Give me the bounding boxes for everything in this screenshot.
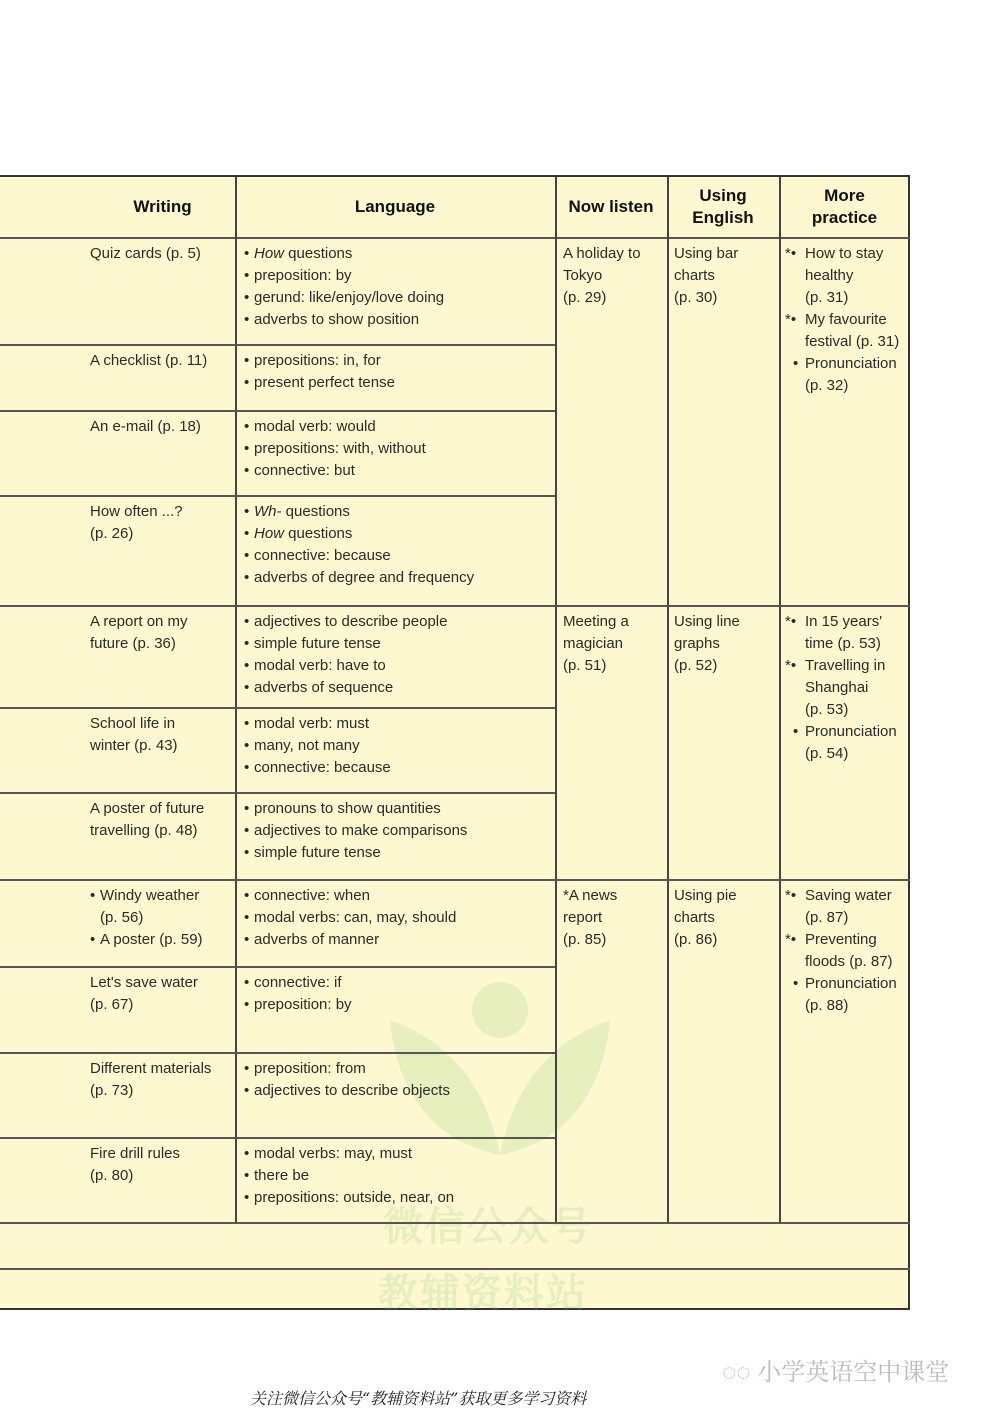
language-item-text: simple future tense — [254, 844, 381, 861]
more-practice-item — [779, 309, 910, 353]
language-item — [244, 735, 549, 757]
using-english-cell: Using line graphs (p. 52) — [674, 613, 740, 674]
more-practice-text: Saving water (p. 87) — [805, 887, 892, 926]
language-item — [244, 633, 549, 655]
language-item — [244, 501, 549, 523]
language-item-text: adjectives to describe people — [254, 613, 448, 630]
language-item — [244, 1080, 549, 1102]
row-divider — [0, 1052, 555, 1054]
row-divider — [0, 495, 555, 497]
now-listen-cell: *A news report (p. 85) — [563, 887, 618, 948]
language-item-text: connective: when — [254, 887, 370, 904]
writing-cell: A checklist (p. 11) — [90, 352, 208, 369]
language-item-text: adverbs of sequence — [254, 679, 394, 696]
bullet-icon: • — [793, 975, 799, 992]
bullet-icon: • — [793, 355, 799, 372]
language-item-text: connective: because — [254, 547, 391, 564]
language-item — [244, 1165, 549, 1187]
language-item — [244, 567, 549, 589]
writing-item: • Windy weather (p. 56) — [90, 885, 230, 929]
bullet-icon: *• — [785, 613, 797, 630]
language-item-text: prepositions: outside, near, on — [254, 1189, 455, 1206]
more-practice-text: Preventing floods (p. 87) — [805, 931, 893, 970]
language-item — [244, 309, 549, 331]
language-item-text: gerund: like/enjoy/love doing — [254, 289, 445, 306]
writing-cell: How often ...? (p. 26) — [90, 503, 183, 542]
now-listen-cell: Meeting a magician (p. 51) — [563, 613, 629, 674]
language-item — [244, 798, 549, 820]
language-item — [244, 929, 549, 951]
more-practice-cell — [779, 611, 910, 765]
language-item-text: adverbs of degree and frequency — [254, 569, 475, 586]
language-item — [244, 1187, 549, 1209]
language-item-text: present perfect tense — [254, 374, 395, 391]
language-item — [244, 287, 549, 309]
language-item-text: modal verb: must — [254, 715, 370, 732]
language-item — [244, 372, 549, 394]
more-practice-text: Pronunciation (p. 32) — [805, 355, 897, 394]
more-practice-text: Travelling in Shanghai (p. 53) — [805, 657, 886, 718]
syllabus-table — [0, 175, 910, 1310]
column-divider — [667, 177, 669, 1222]
language-item — [244, 611, 549, 633]
language-item-text: questions — [284, 525, 353, 542]
header-using-english: Using English — [692, 186, 754, 227]
wechat-icon: ◌◌ — [722, 1359, 758, 1386]
language-item — [244, 972, 549, 994]
language-item-text: questions — [284, 245, 353, 262]
language-cell — [244, 885, 549, 951]
more-practice-item — [779, 611, 910, 655]
language-item-text: connective: because — [254, 759, 391, 776]
row-divider — [0, 237, 910, 239]
writing-cell: A poster of future travelling (p. 48) — [90, 800, 205, 839]
language-item — [244, 265, 549, 287]
more-practice-text: In 15 years' time (p. 53) — [805, 613, 883, 652]
writing-cell: Different materials (p. 73) — [90, 1060, 212, 1099]
language-item-text: adverbs of manner — [254, 931, 380, 948]
language-item-emphasis: How — [254, 245, 285, 262]
header-now-listen: Now listen — [568, 197, 654, 216]
brand-text: 小学英语空中课堂 — [757, 1359, 950, 1386]
language-item-text: preposition: by — [254, 996, 352, 1013]
row-divider — [0, 879, 910, 881]
language-item — [244, 677, 549, 699]
using-english-cell: Using pie charts (p. 86) — [674, 887, 737, 948]
language-item — [244, 438, 549, 460]
language-item — [244, 545, 549, 567]
more-practice-item — [779, 885, 910, 929]
language-item-text: modal verbs: can, may, should — [254, 909, 457, 926]
language-item — [244, 713, 549, 735]
language-item-text: modal verb: would — [254, 418, 376, 435]
language-item — [244, 523, 549, 545]
writing-cell: Let's save water (p. 67) — [90, 974, 198, 1013]
language-item — [244, 1058, 549, 1080]
language-item-text: prepositions: in, for — [254, 352, 381, 369]
now-listen-cell: A holiday to Tokyo (p. 29) — [563, 245, 641, 306]
more-practice-item — [779, 655, 910, 721]
more-practice-item — [779, 353, 910, 397]
language-item-emphasis: Wh- — [254, 503, 282, 520]
bullet-icon: *• — [785, 245, 797, 262]
row-divider — [0, 792, 555, 794]
more-practice-item — [779, 973, 910, 1017]
writing-item: • A poster (p. 59) — [90, 929, 230, 951]
language-item-text: connective: but — [254, 462, 355, 479]
bullet-icon: *• — [785, 887, 797, 904]
language-item-text: prepositions: with, without — [254, 440, 426, 457]
language-item — [244, 243, 549, 265]
language-item — [244, 757, 549, 779]
row-divider — [0, 344, 555, 346]
more-practice-cell — [779, 243, 910, 397]
language-item — [244, 994, 549, 1016]
brand-watermark — [722, 1352, 949, 1387]
column-divider — [555, 177, 557, 1222]
language-cell — [244, 1143, 549, 1209]
row-divider — [0, 707, 555, 709]
row-divider — [0, 1268, 910, 1270]
bullet-icon: • — [793, 723, 799, 740]
language-item-text: pronouns to show quantities — [254, 800, 441, 817]
row-divider — [0, 605, 910, 607]
language-item — [244, 820, 549, 842]
more-practice-item — [779, 929, 910, 973]
writing-cell: Quiz cards (p. 5) — [90, 245, 201, 262]
more-practice-cell — [779, 885, 910, 1017]
language-cell — [244, 501, 549, 589]
language-item — [244, 416, 549, 438]
language-item — [244, 350, 549, 372]
more-practice-text: My favourite festival (p. 31) — [805, 311, 900, 350]
row-divider — [0, 966, 555, 968]
writing-cell — [90, 885, 230, 951]
language-item-text: connective: if — [254, 974, 342, 991]
language-item — [244, 1143, 549, 1165]
column-divider — [235, 177, 237, 1222]
language-item-text: preposition: by — [254, 267, 352, 284]
language-cell — [244, 350, 549, 394]
header-language: Language — [354, 197, 436, 216]
bullet-icon: *• — [785, 311, 797, 328]
language-item — [244, 907, 549, 929]
language-item-text: adverbs to show position — [254, 311, 420, 328]
language-cell — [244, 611, 549, 699]
more-practice-item — [779, 243, 910, 309]
more-practice-text: Pronunciation (p. 88) — [805, 975, 897, 1014]
more-practice-text: Pronunciation (p. 54) — [805, 723, 897, 762]
writing-cell: Fire drill rules (p. 80) — [90, 1145, 181, 1184]
bullet-icon: *• — [785, 657, 797, 674]
writing-cell: A report on my future (p. 36) — [90, 613, 188, 652]
language-item — [244, 655, 549, 677]
language-item — [244, 460, 549, 482]
bullet-icon: *• — [785, 931, 797, 948]
language-item — [244, 885, 549, 907]
language-item — [244, 842, 549, 864]
language-item-text: simple future tense — [254, 635, 381, 652]
language-cell — [244, 972, 549, 1016]
language-item-text: adjectives to describe objects — [254, 1082, 450, 1099]
header-more-practice: More practice — [811, 186, 878, 227]
row-divider — [0, 1222, 910, 1224]
using-english-cell: Using bar charts (p. 30) — [674, 245, 739, 306]
language-item-text: questions — [281, 503, 350, 520]
footer-note: 关注微信公众号“教辅资料站”获取更多学习资料 — [250, 1389, 587, 1408]
language-item-emphasis: How — [254, 525, 285, 542]
writing-cell: An e-mail (p. 18) — [90, 418, 201, 435]
row-divider — [0, 1137, 555, 1139]
language-item-text: modal verb: have to — [254, 657, 386, 674]
language-cell — [244, 1058, 549, 1102]
language-cell — [244, 713, 549, 779]
language-item-text: many, not many — [254, 737, 360, 754]
more-practice-text: How to stay healthy (p. 31) — [805, 245, 884, 306]
writing-cell: School life in winter (p. 43) — [90, 715, 178, 754]
row-divider — [0, 410, 555, 412]
header-writing: Writing — [133, 197, 192, 216]
language-item-text: preposition: from — [254, 1060, 366, 1077]
language-cell — [244, 416, 549, 482]
language-item-text: adjectives to make comparisons — [254, 822, 468, 839]
more-practice-item — [779, 721, 910, 765]
language-item-text: modal verbs: may, must — [254, 1145, 413, 1162]
language-cell — [244, 798, 549, 864]
language-cell — [244, 243, 549, 331]
language-item-text: there be — [254, 1167, 310, 1184]
